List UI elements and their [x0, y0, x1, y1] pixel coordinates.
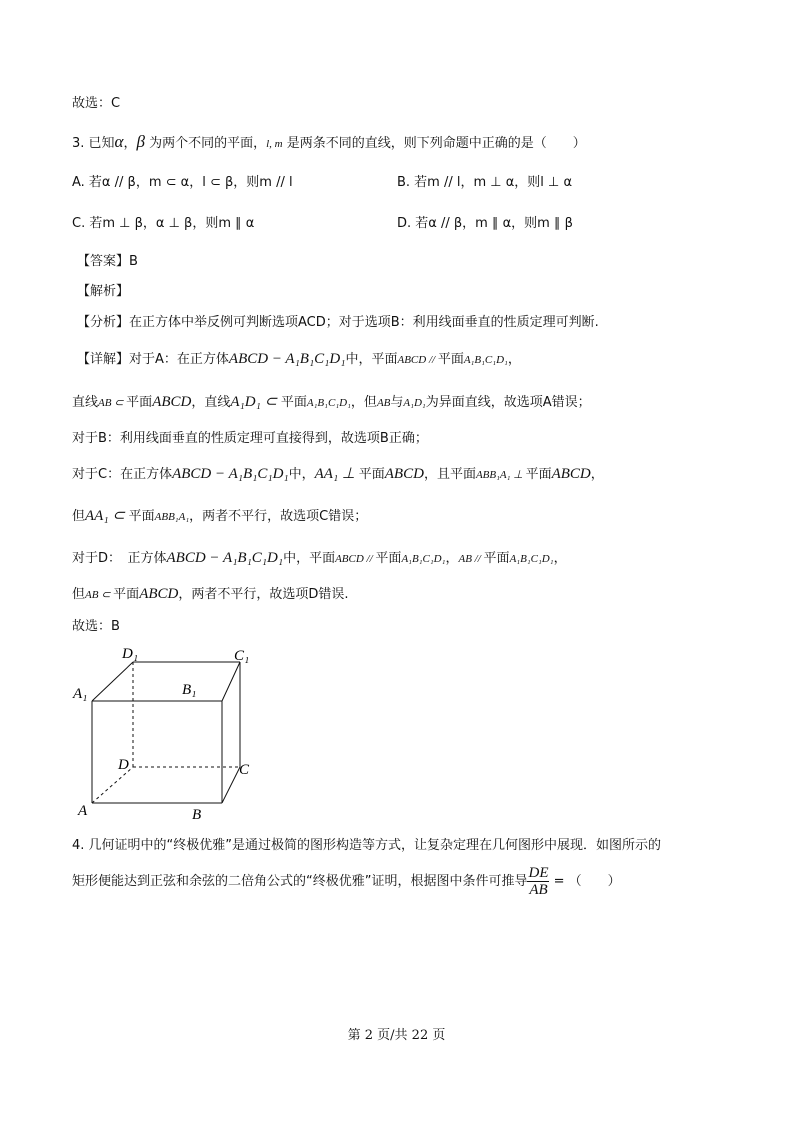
analysis-heading: 【解析】: [77, 284, 130, 299]
detail-line-4: 对于C：在正方体ABCD − A₁B₁C₁D₁中，AA₁ ⊥ 平面ABCD，且平面ABB₁A₁ ⊥ 平面ABCD，: [72, 466, 604, 482]
detail-line-3: 对于B：利用线面垂直的性质定理可直接得到，故选项B正确；: [72, 431, 428, 446]
detail-line-1: 【详解】对于A：在正方体ABCD − A₁B₁C₁D₁中，平面ABCD // 平面A₁B₁C₁D₁，: [77, 351, 521, 367]
option-b: B. 若m // l，m ⊥ α，则l ⊥ α: [397, 175, 573, 190]
detail-line-5: 但AA₁ ⊂ 平面ABB₁A₁，两者不平行，故选项C错误；: [72, 508, 368, 524]
conclusion-b: 故选：B: [72, 619, 120, 634]
detail-line-2: 直线AB ⊂ 平面ABCD，直线A₁D₁ ⊂ 平面A₁B₁C₁D₁，但AB与A₁D₁为异面直线，故选项A错误；: [72, 394, 591, 410]
detail-line-7: 但AB ⊂ 平面ABCD，两者不平行，故选项D错误.: [72, 586, 349, 602]
question-4-stem-line-2: 矩形便能达到正弦和余弦的二倍角公式的“终极优雅”证明，根据图中条件可推导 $\frac{DE}{AB}$ = （ ）: [72, 865, 621, 898]
fraction-de-ab: $\frac{DE}{AB}$: [528, 865, 549, 898]
label-b: B: [192, 807, 202, 823]
edge-bc: [222, 767, 240, 803]
option-a: A. 若α // β，m ⊂ α，l ⊂ β，则m // l: [72, 175, 293, 190]
question-4-stem-line-1: 4. 几何证明中的“终极优雅”是通过极简的图形构造等方式，让复杂定理在几何图形中展现．如图所示的: [72, 838, 662, 853]
label-a1: A₁: [73, 686, 88, 702]
option-d: D. 若α // β，m ∥ α，则m ∥ β: [397, 216, 573, 231]
label-c: C: [239, 762, 250, 778]
page-footer: 第 2 页/共 22 页: [347, 1028, 446, 1043]
question-3-stem: 3. 已知α，β 为两个不同的平面，l, m 是两条不同的直线，则下列命题中正确的是（ ）: [72, 132, 586, 151]
label-d: D: [118, 757, 129, 773]
option-c: C. 若m ⊥ β，α ⊥ β，则m ∥ α: [72, 216, 255, 231]
detail-line-6: 对于D： 正方体ABCD − A₁B₁C₁D₁中，平面ABCD // 平面A₁B₁C₁D₁，AB // 平面A₁B₁C₁D₁，: [72, 550, 567, 566]
label-b1: B₁: [182, 682, 197, 698]
cube-figure: [70, 640, 270, 830]
edge-b1c1: [222, 662, 240, 701]
label-c1: C₁: [234, 648, 250, 664]
label-a: A: [78, 803, 88, 819]
conclusion-c: 故选：C: [72, 96, 121, 111]
label-d1: D₁: [122, 646, 139, 662]
analysis-summary: 【分析】在正方体中举反例可判断选项ACD；对于选项B：利用线面垂直的性质定理可判断.: [77, 315, 599, 330]
edge-a1d1: [92, 662, 133, 701]
answer-label: 【答案】B: [77, 254, 138, 269]
